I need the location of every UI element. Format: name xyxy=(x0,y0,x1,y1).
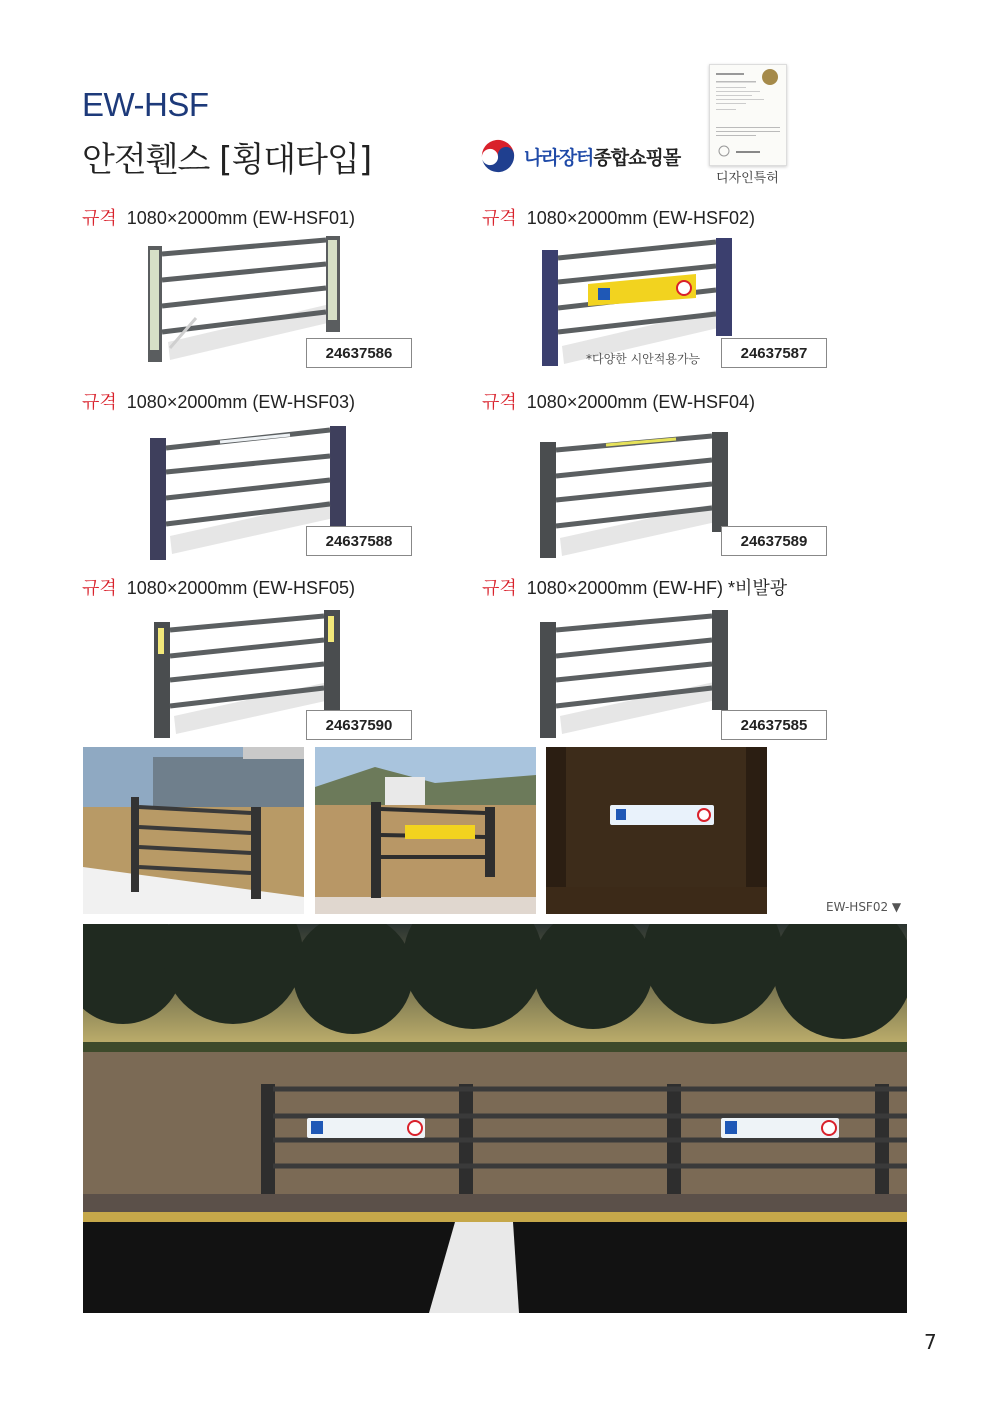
mall-name: 나라장터종합쇼핑몰 xyxy=(524,146,681,169)
korea-taegeuk-logo-icon xyxy=(478,136,518,176)
spec-ew-hsf05: 규격 1080×2000mm (EW-HSF05) xyxy=(82,578,356,599)
installation-photo-2 xyxy=(315,747,536,914)
spec-ew-hsf01: 규격 1080×2000mm (EW-HSF01) xyxy=(82,208,356,229)
product-code-ew-hsf05: 24637590 xyxy=(306,710,412,740)
application-note: *다양한 시안적용가능 xyxy=(586,352,701,366)
photo-caption: EW-HSF02 ▼ xyxy=(826,900,902,914)
fence-image-ew-hf xyxy=(536,606,736,740)
design-patent-certificate xyxy=(709,64,787,166)
spec-ew-hf: 규격 1080×2000mm (EW-HF) *비발광 xyxy=(482,578,788,599)
spec-ew-hsf02: 규격 1080×2000mm (EW-HSF02) xyxy=(482,208,756,229)
product-code-ew-hsf02: 24637587 xyxy=(721,338,827,368)
installation-photo-3-night xyxy=(546,747,767,914)
product-series-code: EW-HSF xyxy=(82,86,209,123)
page-number: 7 xyxy=(924,1330,937,1354)
spec-ew-hsf03: 규격 1080×2000mm (EW-HSF03) xyxy=(82,392,356,413)
page-title: 안전휀스 [횡대타입] xyxy=(82,140,372,180)
installation-photo-1 xyxy=(83,747,304,914)
certificate-image xyxy=(710,65,786,165)
product-code-ew-hsf01: 24637586 xyxy=(306,338,412,368)
certificate-caption: 디자인특허 xyxy=(716,171,779,186)
spec-ew-hsf04: 규격 1080×2000mm (EW-HSF04) xyxy=(482,392,756,413)
mall-badge xyxy=(478,136,680,176)
product-code-ew-hf: 24637585 xyxy=(721,710,827,740)
fence-image-ew-hsf04 xyxy=(536,428,736,564)
product-code-ew-hsf04: 24637589 xyxy=(721,526,827,556)
ew-hsf02-night-rendering xyxy=(83,924,907,1313)
product-code-ew-hsf03: 24637588 xyxy=(306,526,412,556)
